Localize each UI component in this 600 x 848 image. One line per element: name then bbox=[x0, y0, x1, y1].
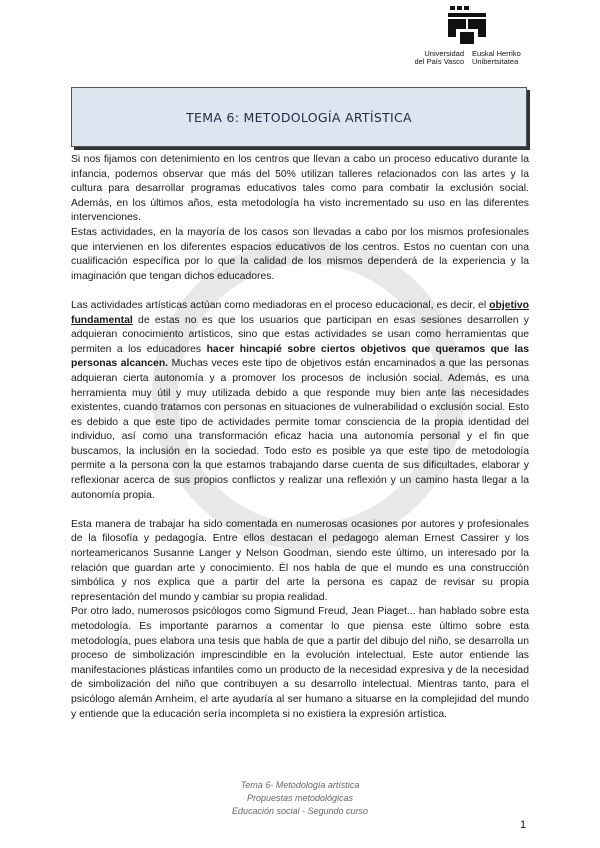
footer-line-1: Tema 6- Metodología artística bbox=[240, 780, 360, 790]
logo-text-es-1: Universidad bbox=[424, 49, 464, 58]
page-title: TEMA 6: METODOLOGÍA ARTÍSTICA bbox=[186, 109, 412, 125]
upv-ehu-emblem-icon bbox=[444, 6, 490, 46]
paragraph-3-text-b: de estas no es que los usuarios que participan en esas sesiones desarrollen y adquieran conocimiento artísticos, sino que estas actividades se usan como herramientas que permiten a los educadores bbox=[71, 314, 529, 355]
document-body bbox=[71, 153, 529, 722]
key-term-objetivo-fundamental: objetivo fundamental bbox=[71, 299, 529, 326]
footer-line-3: Educación social - Segundo curso bbox=[231, 806, 369, 816]
logo-text-eu-1: Euskal Herriko bbox=[472, 49, 521, 58]
paragraph-5: Por otro lado, numerosos psicólogos como Sigmund Freud, Jean Piaget... han hablado sobre esta metodología. Es importante pararnos a comentar lo que piensa este último sobre esta metodología, pues elabora una tesis que habla de que a partir del dibujo del niño, se desarrolla un proceso de simbolización imprescindible en la evolución intelectual. Este autor entiende las manifestaciones plásticas infantiles como un producto de la necesidad expresiva y de la necesidad de simbolización del niño que contribuyen a su desarrollo intelectual. Mientras tanto, para el psicólogo alemán Arnheim, el arte ayudaría al ser humano a situarse en la complejidad del mundo y entiende que la educación sería incompleta si no existiera la expresión artística. bbox=[71, 606, 529, 720]
page-number: 1 bbox=[520, 819, 527, 831]
key-phrase-hincapie: hacer hincapié sobre ciertos objetivos que queramos que las personas alcancen. bbox=[71, 343, 529, 370]
paragraph-1: Si nos fijamos con detenimiento en los centros que llevan a cabo un proceso educativo durante la infancia, podemos observar que más del 50% utilizan talleres relacionados con las artes y la cultura para desarrollar programas educativos tales como para combatir la exclusión social. Además, en los últimos años, esta metodología ha visto incrementado su uso en las diferentes intervenciones. bbox=[71, 154, 529, 224]
paragraph-4: Esta manera de trabajar ha sido comentada en numerosas ocasiones por autores y profesionales de la filosofía y pedagogía. Entre ellos destacan el pedagogo aleman Ernest Cassirer y los norteamericanos Susanne Langer y Nelson Goodman, siendo este último, un interesado por la relación que guardan arte y conocimiento. Él nos habla de que el mundo es una construcción simbólica y nos explica que a partir del arte la persona es capaz de revisar su propia representación del mundo y cambiar su propia realidad. bbox=[71, 518, 529, 603]
logo-text-eu-2: Unibertsitatea bbox=[472, 57, 519, 66]
page-footer bbox=[0, 779, 600, 818]
university-logo bbox=[402, 6, 572, 72]
paragraph-3-text-a: Las actividades artísticas actúan como mediadoras en el proceso educacional, es decir, el bbox=[71, 299, 490, 311]
logo-text-es-2: del País Vasco bbox=[414, 57, 464, 66]
title-box bbox=[71, 87, 527, 147]
paragraph-2: Estas actividades, en la mayoría de los casos son llevadas a cabo por los mismos profesionales que intervienen en los diferentes espacios educativos de los centros. Estos no cuentan con una cualificación específica por lo que la calidad de los mismos dependerá de la experiencia y la imaginación que tengan dichos educadores. bbox=[71, 226, 529, 282]
footer-line-2: Propuestas metodológicas bbox=[246, 793, 354, 803]
paragraph-3 bbox=[71, 299, 529, 503]
paragraph-3-text-c: Muchas veces este tipo de objetivos están encaminados a que las personas adquieran cierta autonomía y a promover los procesos de inclusión social. Además, es una herramienta muy útil y muy utilizada debido a que responde muy bien ante las necesidades existentes, cuando tratamos con personas en situaciones de vulnerabilidad o exclusión social. Esto es debido a que este tipo de actividades permite tomar consciencia de la propia identidad del individuo, así como una transformación eficaz hacia una autonomía personal y el fin que buscamos, la inclusión en la sociedad. Todo esto es posible ya que este tipo de metodología permite a la persona con la que estamos trabajando darse cuenta de sus dificultades, elaborar y reflexionar acerca de sus propios conflictos y realizar una reflexión y un camino hasta llegar a la autonomía propia. bbox=[71, 358, 530, 501]
